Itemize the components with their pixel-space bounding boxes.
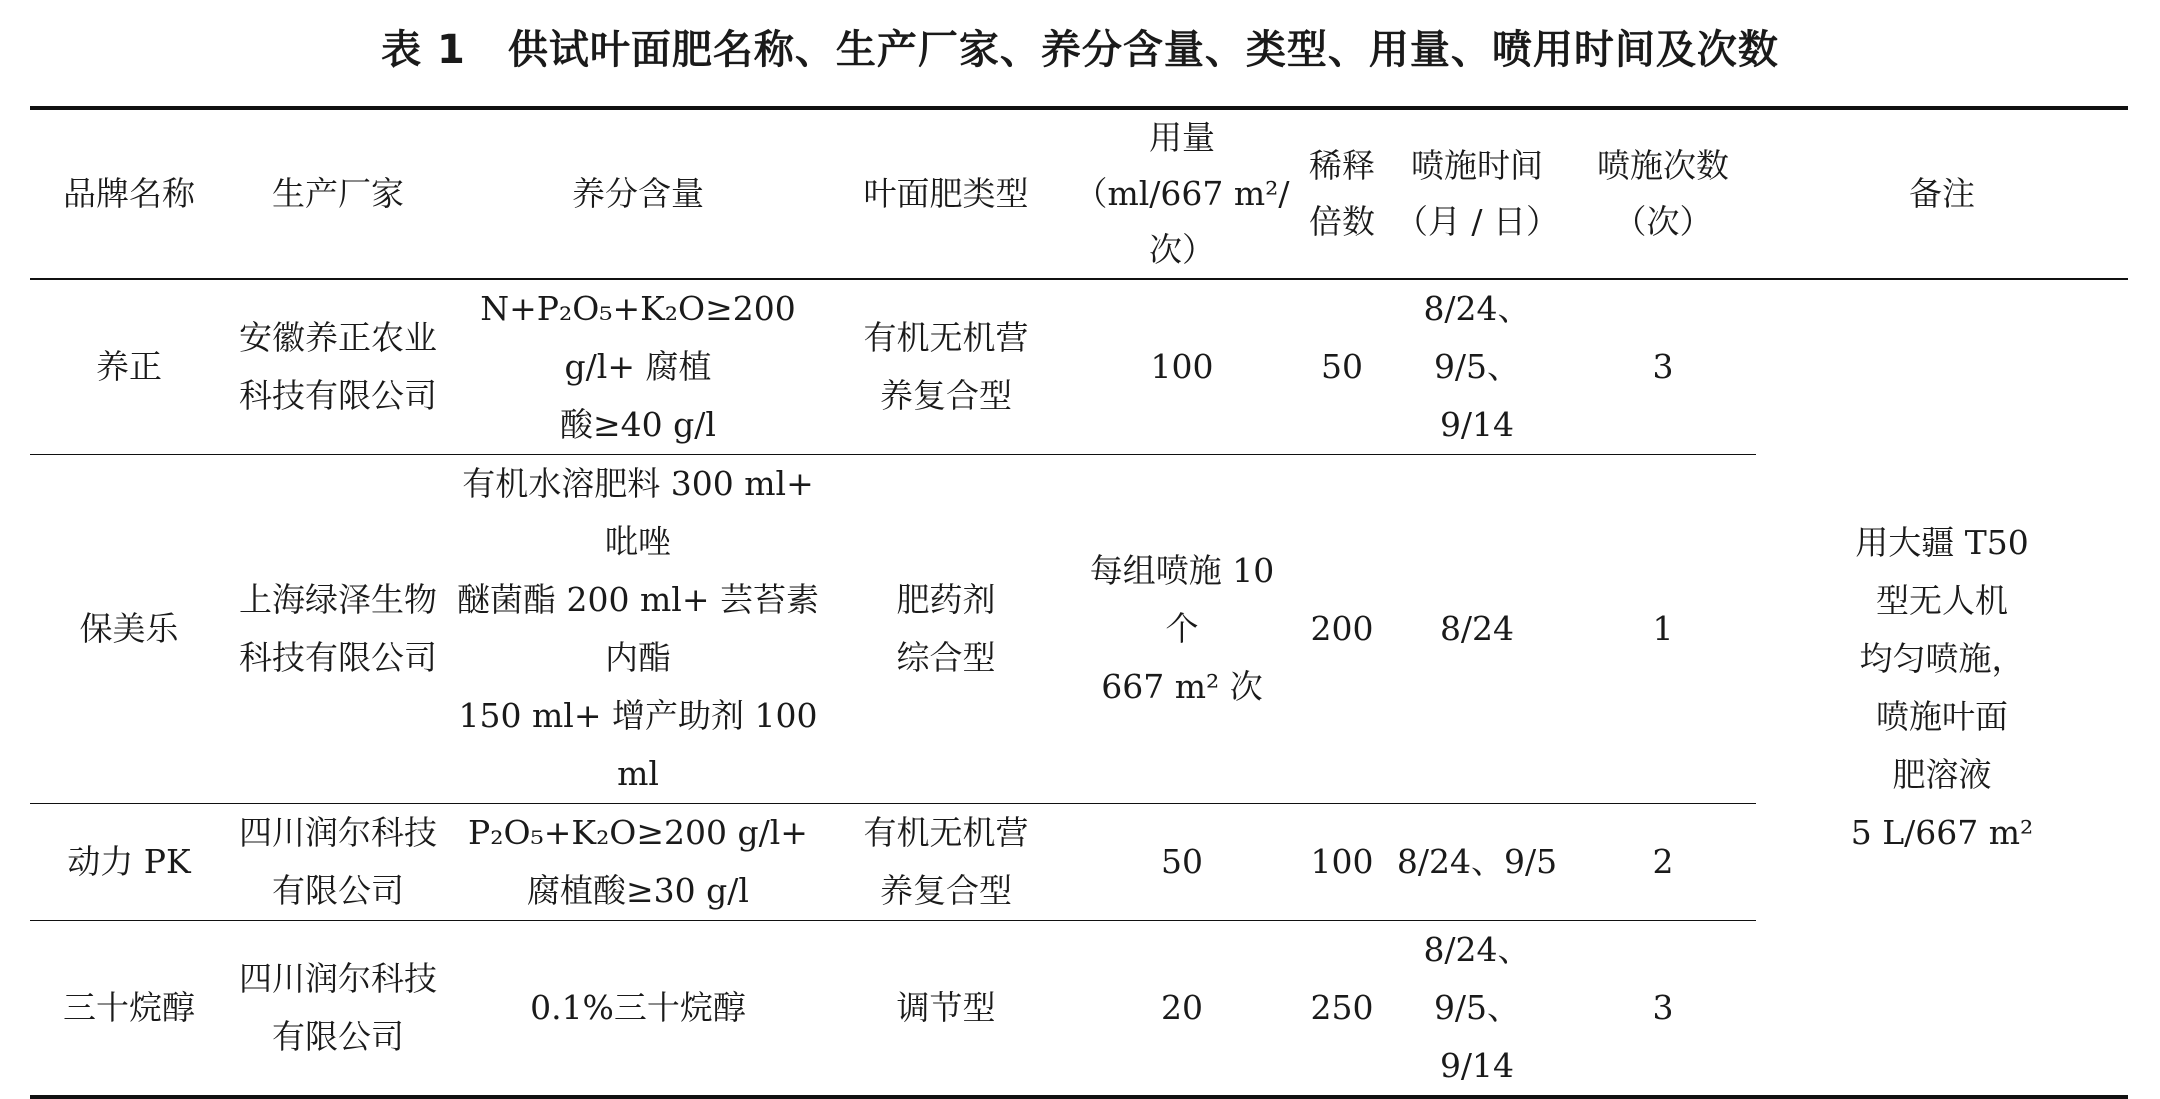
cell-type: 有机无机营 养复合型 [863, 318, 1029, 415]
cell-spray-time: 8/24 [1439, 609, 1515, 648]
table-header [30, 108, 2128, 279]
cell-dilution: 200 [1310, 609, 1374, 648]
cell-type: 调节型 [896, 988, 996, 1027]
cell-brand: 保美乐 [79, 609, 179, 648]
cell-brand: 三十烷醇 [63, 988, 195, 1027]
cell-spray-count: 2 [1652, 842, 1674, 881]
cell-type: 肥药剂 综合型 [896, 580, 996, 677]
header-maker: 生产厂家 [272, 174, 404, 213]
cell-dosage: 100 [1150, 347, 1214, 386]
cell-dilution: 250 [1310, 988, 1374, 1027]
cell-maker: 四川润尔科技 有限公司 [239, 813, 437, 910]
header-row [30, 108, 2128, 279]
header-spray-count: 喷施次数 （次） [1597, 146, 1729, 241]
cell-maker: 安徽养正农业 科技有限公司 [239, 318, 437, 415]
cell-type: 有机无机营 养复合型 [863, 813, 1029, 910]
cell-spray-time: 8/24、9/5 [1396, 842, 1558, 881]
header-dilution: 稀释 倍数 [1309, 146, 1375, 241]
cell-nutrient: N+P₂O₅+K₂O≥200 g/l+ 腐植 酸≥40 g/l [480, 289, 796, 444]
table-number: 表 1 [381, 27, 466, 73]
header-spray-time: 喷施时间 （月 / 日） [1394, 146, 1560, 241]
cell-maker: 四川润尔科技 有限公司 [239, 959, 437, 1056]
cell-brand: 动力 PK [67, 842, 191, 881]
cell-spray-count: 3 [1652, 988, 1674, 1027]
header-nutrient: 养分含量 [572, 174, 704, 213]
header-brand: 品牌名称 [63, 174, 195, 213]
header-type: 叶面肥类型 [863, 174, 1029, 213]
cell-spray-time: 8/24、9/5、 9/14 [1423, 930, 1531, 1085]
cell-maker: 上海绿泽生物 科技有限公司 [239, 580, 437, 677]
cell-spray-count: 1 [1652, 609, 1674, 648]
cell-dosage: 每组喷施 10 个 667 m² 次 [1089, 551, 1275, 706]
cell-dilution: 50 [1321, 347, 1363, 386]
cell-nutrient: 有机水溶肥料 300 ml+ 吡唑 醚菌酯 200 ml+ 芸苔素内酯 150 ml+ 增产助剂 100 ml [457, 464, 819, 793]
cell-dosage: 50 [1161, 842, 1203, 881]
cell-spray-count: 3 [1652, 347, 1674, 386]
cell-nutrient: P₂O₅+K₂O≥200 g/l+ 腐植酸≥30 g/l [468, 813, 808, 910]
cell-note: 用大疆 T50 型无人机 均匀喷施， 喷施叶面 肥溶液 5 L/667 m² [1850, 522, 2034, 852]
table-caption [0, 18, 2160, 75]
cell-dosage: 20 [1161, 988, 1203, 1027]
table-row [30, 279, 2128, 455]
header-note: 备注 [1909, 174, 1975, 213]
cell-spray-time: 8/24、9/5、 9/14 [1423, 289, 1531, 444]
fertilizer-table [30, 106, 2128, 1099]
cell-nutrient: 0.1%三十烷醇 [530, 988, 746, 1027]
header-dosage: 用量 （ml/667 m²/ 次） [1074, 118, 1290, 269]
cell-dilution: 100 [1310, 842, 1374, 881]
table-title: 供试叶面肥名称、生产厂家、养分含量、类型、用量、喷用时间及次数 [507, 27, 1779, 73]
cell-brand: 养正 [96, 347, 162, 386]
